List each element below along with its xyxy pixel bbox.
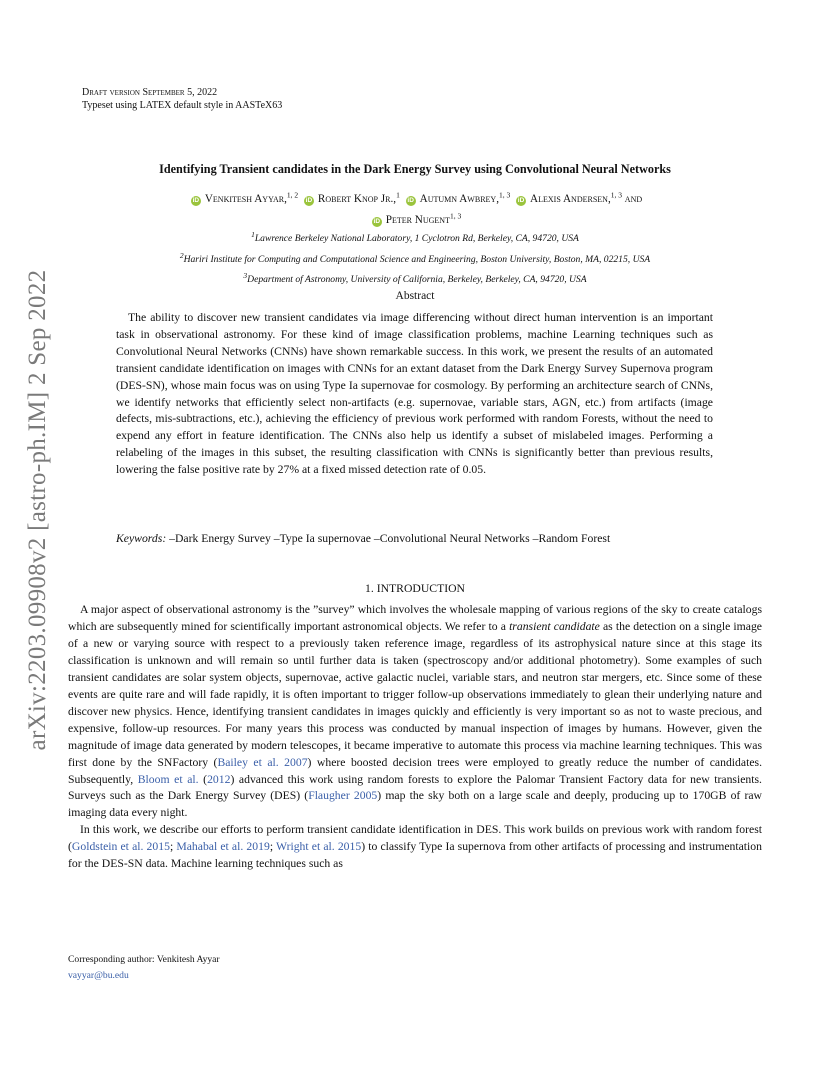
orcid-icon[interactable]: iD [517,196,525,204]
email-link[interactable]: vayyar@bu.edu [68,969,129,981]
page-header [82,86,282,112]
author-name: Autumn Awbrey, [419,192,499,205]
typeset-line: Typeset using LATEX default style in AASTeX63 [82,100,283,111]
author-affil-sup: 1 [396,190,400,199]
author-list [68,186,762,229]
citation-link[interactable]: Wright et al. 2015 [276,840,362,854]
intro-paragraph-2: In this work, we describe our efforts to perform transient candidate identification in DES. This work builds on previous work with random forest (Goldstein et al. 2015; Mahabal et al. 2019; Wright et al. 2015) to classify Type Ia supernova from other artifacts of processing and instrumentation for the DES-SN data. Machine learning techniques such as [68,823,762,871]
keywords [116,531,777,548]
author-affil-sup: 1, 2 [286,190,299,199]
author-name: Robert Knop Jr., [317,192,397,205]
abstract-heading: Abstract [395,290,435,302]
citation-link[interactable]: Flaugher 2005 [308,789,378,803]
author-3 [403,190,511,205]
citation-link[interactable]: Bloom et al. [137,772,199,786]
paper-title: Identifying Transient candidates in the Dark Energy Survey using Convolutional Neural Networks [159,162,671,176]
author-affil-sup: 1, 3 [499,190,511,199]
orcid-icon[interactable]: iD [407,196,414,204]
intro-paragraph-1: A major aspect of observational astronomy is the ”survey” which involves the wholesale mapping of various regions of the sky to create catalogs which are subsequently mined for scientifically important astronomical objects. We refer to a transient candidate as the detection on a single image of a new or varying source with respect to a previously taken reference image, regardless of its astrophysical nature since at this stage its classification is unknown and will remain so until further data is taken (spectroscopy and/or additional photometry). Some examples of such transient candidates are solar system objects, supernovae, active galactic nuclei, variable stars, and neutron star mergers, etc. Since some of these events are quite rare and will fade rapidly, it is often important to trigger follow-up observations immediately to glean their underlying nature and discover new physics. Hence, identifying transient candidates in images quickly and efficiently is very important so as not to waste precious, and expensive, follow-up resources. For many years this process was conducted by manual inspection of images by humans. However, given the magnitude of image data generated by modern telescopes, it became imperative to automate this process via machine learning techniques. This was first done by the SNFactory (Bailey et al. 2007) where boosted decision trees were employed to greatly reduce the number of candidates. Subsequently, Bloom et al. (2012) advanced this work using random forests to explore the Palomar Transient Factory data for new transients. Surveys such as the Dark Energy Survey (DES) (Flaugher 2005) map the sky both on a large scale and deeply, producing up to 170GB of raw imaging data every night. [68,603,762,820]
orcid-icon[interactable]: iD [305,196,313,204]
author-5 [369,211,462,227]
section-heading-introduction: 1. INTRODUCTION [365,582,465,595]
draft-version-line: Draft version September 5, 2022 [82,87,218,98]
citation-link[interactable]: Bailey et al. 2007 [217,755,308,769]
author-name: Peter Nugent [385,214,450,227]
affiliations [68,227,762,289]
author-1 [188,190,299,205]
keywords-text: –Dark Energy Survey –Type Ia supernovae –Convolutional Neural Networks –Random Forest [166,532,611,545]
citation-link[interactable]: Goldstein et al. 2015 [71,840,170,854]
affiliation-2: $^2$Hariri Institute for Computing and Computational Science and Engineering, Boston University, Boston, MA, 02215, USA [179,250,651,265]
introduction-body [68,602,762,873]
author-affil-sup: 1, 3 [449,211,462,221]
author-2 [301,190,400,205]
orcid-icon[interactable]: iD [192,196,200,204]
footnote [68,952,220,983]
abstract-text: The ability to discover new transient candidates via image differencing without direct human intervention is an important task in observational astronomy. For these kind of image classification problems, machine Learning techniques such as Convolutional Neural Networks (CNNs) have shown remarkable success. In this work, we present the results of an automated transient candidate identification on images with CNNs for an extant dataset from the Dark Energy Survey Supernova program (DES-SN), whose main focus was on using Type Ia supernovae for cosmology. By performing an architecture search of CNNs, we identify networks that efficiently select non-artifacts (e.g. supernovae, variable stars, AGN, etc.) from artifacts (image defects, mis-subtractions, etc.), achieving the efficiency of previous work performed with random Forests, without the need to expend any effort in feature identification. The CNNs also help us identify a subset of mislabeled images. Performing a relabeling of the images in this subset, the resulting classification with CNNs is significantly better than previous results, lowering the false positive rate by 27% at a fixed missed detection rate of 0.05. [116,311,713,477]
keywords-label: Keywords: [116,532,167,545]
arxiv-identifier: arXiv:2203.09908v2 [astro-ph.IM] 2 Sep 2022 [24,269,51,751]
citation-link[interactable]: Mahabal et al. 2019 [176,840,270,854]
author-affil-sup: 1, 3 [610,190,622,199]
author-4 [513,190,643,205]
author-and: and [624,192,643,205]
affiliation-3: $^3$Department of Astronomy, University of California, Berkeley, Berkeley, CA, 94720, USA [243,271,587,286]
author-name: Alexis Andersen, [530,192,611,205]
author-name: Venkitesh Ayyar, [204,192,287,205]
corresponding-author: Corresponding author: Venkitesh Ayyar [68,954,220,965]
arxiv-sidebar-stamp [16,260,60,760]
affiliation-1: $^1$Lawrence Berkeley National Laboratory, 1 Cyclotron Rd, Berkeley, CA, 94720, USA [251,230,579,245]
citation-link[interactable]: 2012 [207,772,231,786]
orcid-icon[interactable]: iD [373,218,381,226]
